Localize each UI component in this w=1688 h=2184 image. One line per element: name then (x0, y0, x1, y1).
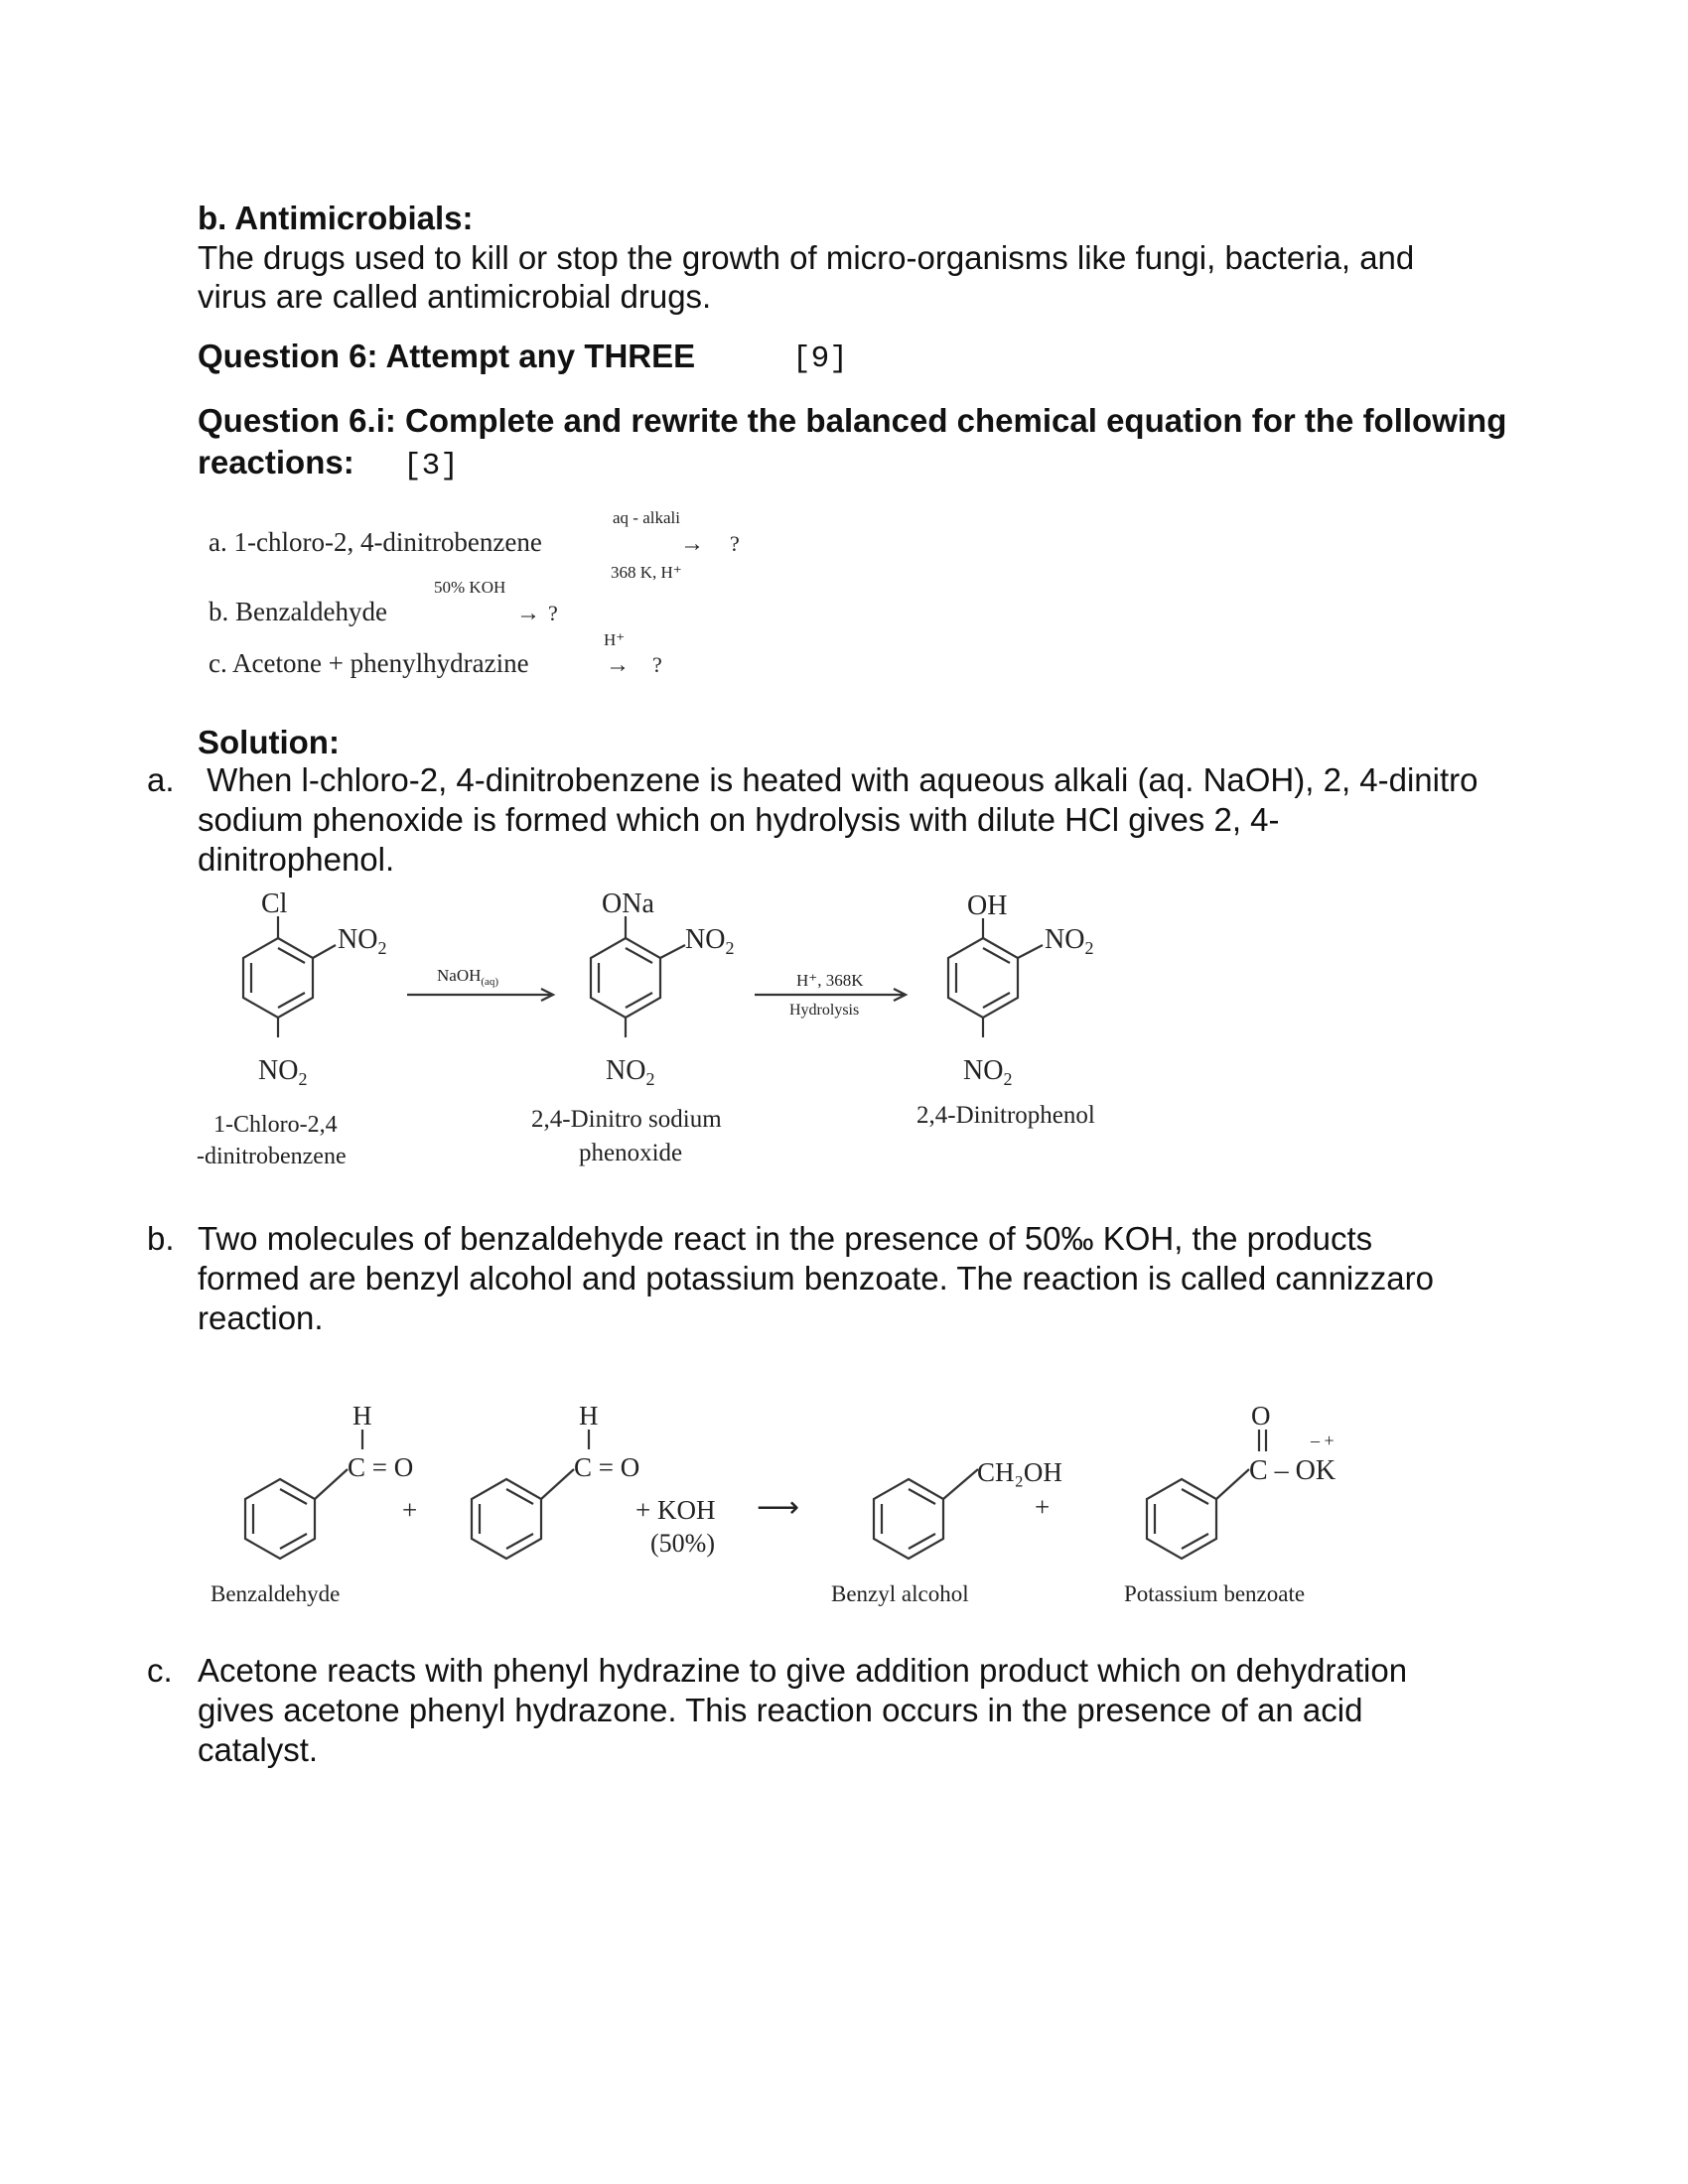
nitro-group-ortho-1: $NO_2$ (338, 924, 387, 958)
reaction-c-label: c. Acetone + phenylhydrazine (209, 648, 529, 678)
name-phenoxide-line-2: phenoxide (579, 1140, 683, 1166)
solution-b-marker: b. (147, 1220, 175, 1257)
aldehyde-h-2: H (579, 1401, 599, 1431)
name-benzyl-alcohol: Benzyl alcohol (831, 1581, 969, 1606)
nitro-group-para-3: $NO_2$ (963, 1055, 1013, 1089)
benzene-ring-3 (948, 938, 1018, 1018)
reaction-c-product: ? (652, 652, 662, 677)
plus-sign-1: + (402, 1495, 418, 1525)
solution-b-line-2: formed are benzyl alcohol and potassium benzoate. The reaction is called cannizzaro (198, 1260, 1434, 1297)
reaction-a-condition-above: aq - alkali (613, 508, 680, 527)
ch2oh-group: CH₂OH (977, 1457, 1062, 1487)
solution-c-line-1: Acetone reacts with phenyl hydrazine to give addition product which on dehydration (198, 1652, 1408, 1689)
name-phenoxide-line-1: 2,4-Dinitro sodium (531, 1106, 722, 1133)
reaction-a-label: a. 1-chloro-2, 4-dinitrobenzene (209, 527, 542, 557)
nitro-group-ortho-2: $NO_2$ (685, 924, 735, 958)
scheme-dinitrophenol (189, 888, 1142, 1196)
carbonyl-1: C = O (348, 1452, 414, 1482)
benzene-ring-benzaldehyde-2 (472, 1479, 541, 1559)
carbonyl-oxygen: O (1251, 1401, 1271, 1431)
solution-c-marker: c. (147, 1652, 173, 1689)
aldehyde-h-1: H (352, 1401, 372, 1431)
benzene-ring-potassium-benzoate (1147, 1479, 1216, 1559)
solution-heading: Solution: (198, 724, 340, 760)
reaction-a-product: ? (730, 531, 740, 556)
carbonyl-2: C = O (574, 1452, 640, 1482)
nitro-group-para-2: $NO_2$ (606, 1055, 655, 1089)
solution-c-line-3: catalyst. (198, 1731, 319, 1768)
sodium-oxide-substituent: ONa (602, 888, 654, 919)
reaction-b-arrow: → (516, 601, 540, 626)
reagent-acid-368k: H⁺, 368K (796, 971, 864, 990)
name-potassium-benzoate: Potassium benzoate (1124, 1581, 1306, 1606)
reagent-koh-percent: (50%) (650, 1529, 715, 1558)
benzene-ring-2 (591, 938, 660, 1018)
reaction-b-condition-above: 50% KOH (434, 578, 506, 597)
reagent-koh: + KOH (635, 1495, 716, 1525)
question-6-marks: [9] (792, 341, 848, 376)
solution-a-line-3: dinitrophenol. (198, 841, 395, 878)
name-chlorodinitrobenzene-line-2: -dinitrobenzene (197, 1144, 347, 1169)
name-benzaldehyde: Benzaldehyde (211, 1581, 341, 1606)
reaction-a-arrow: → (680, 531, 704, 557)
name-chlorodinitrobenzene-line-1: 1-Chloro-2,4 (213, 1112, 338, 1138)
ionic-charges: – + (1311, 1431, 1335, 1450)
question-reactions-image (204, 501, 760, 685)
plus-sign-2: + (1035, 1492, 1051, 1522)
name-dinitrophenol: 2,4-Dinitrophenol (916, 1102, 1095, 1129)
reaction-c-arrow: → (606, 652, 630, 678)
solution-b-line-1: Two molecules of benzaldehyde react in the presence of 50‰ KOH, the products (198, 1220, 1373, 1257)
hydroxyl-substituent: OH (967, 890, 1008, 921)
reaction-b-label: b. Benzaldehyde (209, 597, 387, 626)
antimicrobials-heading: b. Antimicrobials: (198, 200, 474, 236)
solution-c-line-2: gives acetone phenyl hydrazone. This reaction occurs in the presence of an acid (198, 1692, 1363, 1728)
reaction-c-condition-above: H⁺ (604, 630, 626, 649)
benzene-ring-benzyl-alcohol (874, 1479, 943, 1559)
benzene-ring-1 (243, 938, 313, 1018)
question-6-title: Question 6: Attempt any THREE (198, 338, 696, 374)
reagent-naoh: NaOH$_{(aq)}$ (437, 966, 499, 988)
antimicrobials-line-1: The drugs used to kill or stop the growth of micro-organisms like fungi, bacteria, and (198, 239, 1415, 276)
solution-a-line-1: When l-chloro-2, 4-dinitrobenzene is heated with aqueous alkali (aq. NaOH), 2, 4-dinitro (198, 761, 1478, 798)
benzene-ring-benzaldehyde-1 (245, 1479, 315, 1559)
scheme-cannizzaro (199, 1385, 1370, 1613)
question-6i-marks: [3] (403, 449, 459, 483)
solution-a-line-2: sodium phenoxide is formed which on hydrolysis with dilute HCl gives 2, 4- (198, 801, 1280, 838)
reaction-a-condition-below: 368 K, H⁺ (611, 563, 682, 582)
nitro-group-ortho-3: $NO_2$ (1045, 924, 1094, 958)
reaction-b-product: ? (548, 601, 558, 625)
antimicrobials-line-2: virus are called antimicrobial drugs. (198, 278, 712, 315)
carboxylate-ok: C – OK (1249, 1455, 1336, 1486)
reagent-hydrolysis: Hydrolysis (789, 1002, 860, 1019)
question-6i-title-line-2: reactions: (198, 444, 354, 480)
reaction-arrow: ⟶ (757, 1491, 800, 1524)
chloro-substituent: Cl (261, 888, 288, 919)
solution-b-line-3: reaction. (198, 1299, 324, 1336)
question-6i-title-line-1: Question 6.i: Complete and rewrite the balanced chemical equation for the following (198, 402, 1507, 439)
solution-a-marker: a. (147, 761, 175, 798)
nitro-group-para-1: $NO_2$ (258, 1055, 308, 1089)
